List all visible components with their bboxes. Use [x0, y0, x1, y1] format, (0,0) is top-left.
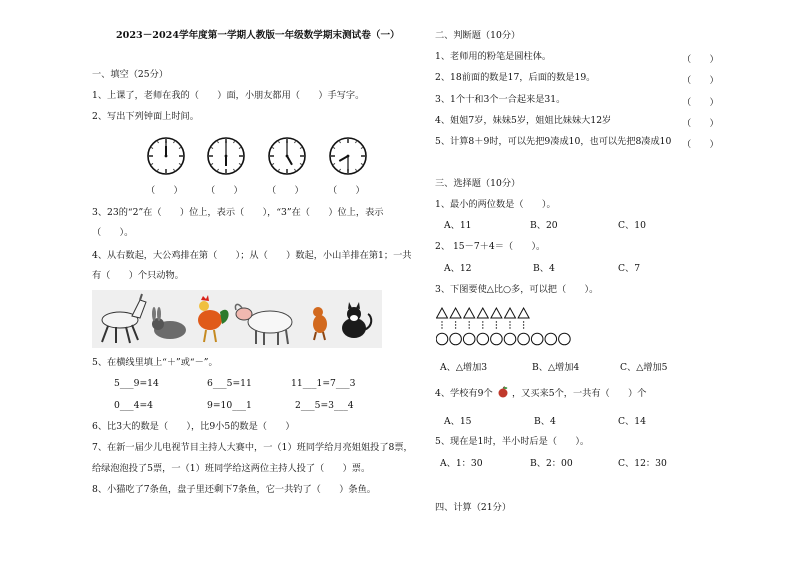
connector-dot	[455, 321, 456, 322]
connector-row	[441, 321, 524, 328]
choice-3-option-c: C、△增加5	[620, 362, 668, 373]
question-7-line-2: 给绿泡泡投了5票，一（1）班同学给这两位主持人投了（ ）票。	[92, 463, 371, 474]
circle-shape	[559, 333, 571, 345]
circle-shape	[545, 333, 557, 345]
choice-3: 3、下图要使△比○多，可以把（ ）。	[435, 284, 599, 295]
clock-blank-1: （ ）	[146, 185, 183, 196]
connector-dot	[509, 324, 510, 325]
connector-dot	[441, 327, 442, 328]
choice-1: 1、最小的两位数是（ ）。	[435, 199, 556, 210]
clock-center	[165, 155, 168, 158]
section-calc-heading: 四、计算（21分）	[435, 502, 512, 513]
connector-dot	[455, 324, 456, 325]
page-title: 2023－2024学年度第一学期人教版一年级数学期末测试卷（一）	[116, 30, 400, 41]
choice-5-option-c: C、12：30	[618, 458, 667, 469]
triangles-circles-figure	[436, 306, 576, 348]
triangle-shape	[518, 308, 529, 318]
section-fill-in-heading: 一、填空（25分）	[92, 69, 169, 80]
clock-center	[347, 155, 350, 158]
connector-dot	[496, 321, 497, 322]
equation-row2-3: 2___5=3___4	[295, 400, 354, 411]
connector-dot	[523, 321, 524, 322]
equation-row1-2: 6___5=11	[207, 378, 252, 389]
question-4-line-2: 有（ ）个只动物。	[92, 270, 184, 281]
choice-2-option-b: B、4	[533, 263, 555, 274]
circle-shape	[518, 333, 530, 345]
connector-dot	[469, 327, 470, 328]
choice-4-option-c: C、14	[618, 416, 646, 427]
judge-5: 5、计算8＋9时，可以先把9凑成10，也可以先把8凑成10	[435, 136, 672, 147]
circle-shape	[436, 333, 448, 345]
triangle-shape	[437, 308, 448, 318]
choice-5-option-a: A、1：30	[440, 458, 483, 469]
triangle-shape	[505, 308, 516, 318]
judge-2-paren: （ ）	[682, 75, 719, 86]
question-1: 1、上课了，老师在我的（ ）面，小朋友都用（ ）手写字。	[92, 90, 365, 101]
connector-dot	[523, 324, 524, 325]
connector-dot	[509, 321, 510, 322]
question-8: 8、小猫吃了7条鱼，盘子里还剩下7条鱼，它一共钓了（ ）条鱼。	[92, 484, 376, 495]
judge-1-paren: （ ）	[682, 54, 719, 65]
circle-shape	[491, 333, 503, 345]
choice-2: 2、 15－7＋4＝（ ）。	[435, 241, 546, 252]
equation-row2-2: 9=10___1	[207, 400, 252, 411]
triangle-row	[437, 308, 530, 318]
judge-3-paren: （ ）	[682, 97, 719, 108]
animals-illustration	[92, 290, 382, 348]
equation-row1-1: 5___9=14	[114, 378, 159, 389]
connector-dot	[496, 324, 497, 325]
choice-3-option-a: A、△增加3	[440, 362, 488, 373]
connector-dot	[469, 324, 470, 325]
clock-face-2	[206, 136, 246, 176]
choice-2-option-a: A、12	[444, 263, 472, 274]
choice-4-part-1: 4、学校有9个	[435, 388, 493, 399]
judge-4: 4、姐姐7岁，妹妹5岁，姐姐比妹妹大12岁	[435, 115, 612, 126]
triangle-shape	[477, 308, 488, 318]
choice-1-option-c: C、10	[618, 220, 646, 231]
judge-2: 2、18前面的数是17，后面的数是19。	[435, 72, 596, 83]
triangle-shape	[450, 308, 461, 318]
choice-2-option-c: C、7	[618, 263, 641, 274]
circle-shape	[450, 333, 462, 345]
circle-row	[436, 333, 570, 345]
choice-1-option-b: B、20	[530, 220, 558, 231]
connector-dot	[482, 327, 483, 328]
connector-dot	[441, 324, 442, 325]
question-3-line-1: 3、23的“2”在（ ）位上，表示（ ），“3”在（ ）位上，表示	[92, 207, 384, 218]
circle-shape	[531, 333, 543, 345]
equation-row2-1: 0___4=4	[114, 400, 154, 411]
circle-shape	[477, 333, 489, 345]
choice-5: 5、现在是1时，半小时后是（ ）。	[435, 436, 590, 447]
clock-blank-4: （ ）	[328, 185, 365, 196]
choice-4-option-a: A、15	[444, 416, 472, 427]
circle-shape	[504, 333, 516, 345]
clock-face-4	[328, 136, 368, 176]
question-5: 5、在横线里填上“＋”或“－”。	[92, 357, 218, 368]
question-7-line-1: 7、在新一届少儿电视节目主持人大赛中，一（1）班同学给月亮姐姐投了8票，	[92, 442, 413, 453]
connector-dot	[496, 327, 497, 328]
question-4-line-1: 4、从右数起，大公鸡排在第（ ）；从（ ）数起，小山羊排在第1；一共	[92, 250, 412, 261]
choice-5-option-b: B、2：00	[530, 458, 573, 469]
choice-3-option-b: B、△增加4	[532, 362, 580, 373]
judge-4-paren: （ ）	[682, 118, 719, 129]
connector-dot	[441, 321, 442, 322]
question-3-line-2: （ ）。	[92, 227, 134, 238]
connector-dot	[523, 327, 524, 328]
connector-dot	[482, 321, 483, 322]
judge-1: 1、老师用的粉笔是圆柱体。	[435, 51, 552, 62]
clock-face-3	[267, 136, 307, 176]
choice-4-option-b: B、4	[534, 416, 556, 427]
judge-5-paren: （ ）	[682, 139, 719, 150]
choice-1-option-a: A、11	[444, 220, 472, 231]
connector-dot	[509, 327, 510, 328]
triangle-shape	[464, 308, 475, 318]
clock-face-1	[146, 136, 186, 176]
equation-row1-3: 11___1=7___3	[291, 378, 356, 389]
judge-3: 3、1个十和3个一合起来是31。	[435, 94, 566, 105]
connector-dot	[482, 324, 483, 325]
connector-dot	[469, 321, 470, 322]
question-6: 6、比3大的数是（ ），比9小5的数是（ ）	[92, 421, 295, 432]
connector-dot	[455, 327, 456, 328]
section-choice-heading: 三、选择题（10分）	[435, 178, 521, 189]
question-2: 2、写出下列钟面上时间。	[92, 111, 199, 122]
clock-blank-3: （ ）	[267, 185, 304, 196]
clock-center	[286, 155, 289, 158]
apple-icon	[497, 386, 509, 398]
clock-blank-2: （ ）	[206, 185, 243, 196]
circle-shape	[463, 333, 475, 345]
choice-4-part-2: ，又买来5个，一共有（ ）个	[512, 388, 647, 399]
clock-center	[225, 155, 228, 158]
triangle-shape	[491, 308, 502, 318]
section-judge-heading: 二、判断题（10分）	[435, 30, 521, 41]
